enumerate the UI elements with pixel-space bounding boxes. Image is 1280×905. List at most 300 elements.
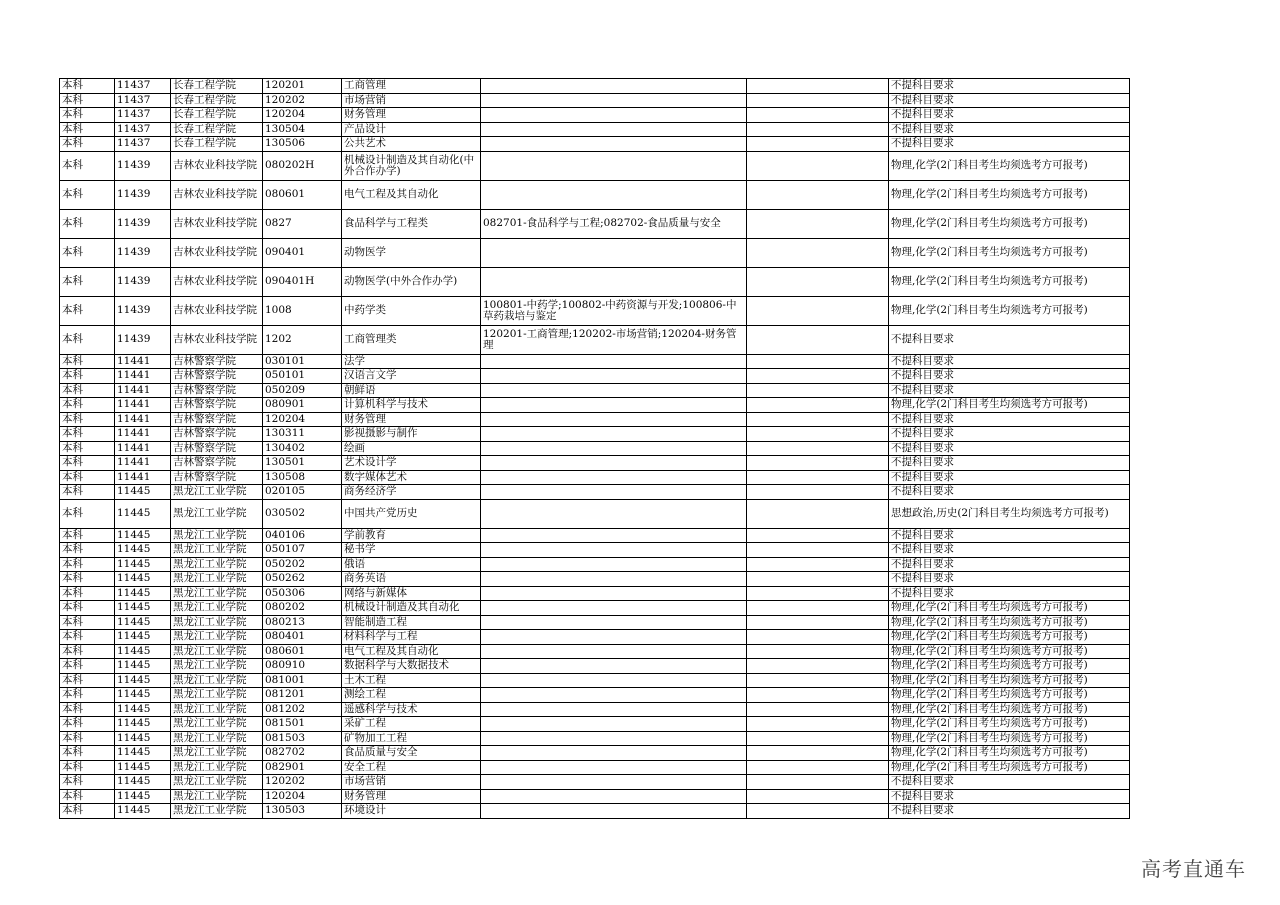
major-content-cell [481,543,747,558]
table-row [60,702,1130,717]
school-code-cell: 11445 [115,760,171,775]
major-content-cell [481,630,747,645]
level-cell: 本科 [60,804,115,819]
table-row [60,354,1130,369]
major-code-cell: 080401 [263,630,342,645]
major-content-cell [481,659,747,674]
subject-requirement-cell: 不提科目要求 [889,93,1130,108]
subject-requirement-cell: 不提科目要求 [889,79,1130,94]
major-content-cell [481,528,747,543]
school-code-cell: 11441 [115,456,171,471]
major-name-cell: 财务管理 [342,108,481,123]
subject-requirement-cell: 不提科目要求 [889,427,1130,442]
subject-requirement-cell: 不提科目要求 [889,470,1130,485]
level-cell: 本科 [60,760,115,775]
school-name-cell: 长春工程学院 [171,79,263,94]
subject-requirement-cell: 物理,化学(2门科目考生均须选考方可报考) [889,760,1130,775]
major-content-cell [481,644,747,659]
school-name-cell: 吉林农业科技学院 [171,296,263,325]
subject-requirement-cell: 不提科目要求 [889,137,1130,152]
table-row [60,775,1130,790]
subject-requirement-cell: 不提科目要求 [889,383,1130,398]
subject-requirement-cell: 物理,化学(2门科目考生均须选考方可报考) [889,601,1130,616]
school-code-cell: 11439 [115,296,171,325]
level-cell: 本科 [60,615,115,630]
remark-cell [747,369,889,384]
major-content-cell [481,586,747,601]
level-cell: 本科 [60,79,115,94]
table-row [60,557,1130,572]
major-name-cell: 网络与新媒体 [342,586,481,601]
school-code-cell: 11445 [115,789,171,804]
major-content-cell [481,151,747,180]
school-name-cell: 吉林警察学院 [171,369,263,384]
major-name-cell: 汉语言文学 [342,369,481,384]
level-cell: 本科 [60,325,115,354]
major-code-cell: 080202H [263,151,342,180]
major-content-cell [481,137,747,152]
major-code-cell: 130506 [263,137,342,152]
major-content-cell: 100801-中药学;100802-中药资源与开发;100806-中草药栽培与鉴定 [481,296,747,325]
major-content-cell [481,238,747,267]
school-code-cell: 11441 [115,383,171,398]
table-row [60,137,1130,152]
major-name-cell: 秘书学 [342,543,481,558]
school-name-cell: 黑龙江工业学院 [171,644,263,659]
remark-cell [747,325,889,354]
major-code-cell: 120201 [263,79,342,94]
major-content-cell [481,557,747,572]
major-name-cell: 公共艺术 [342,137,481,152]
major-name-cell: 电气工程及其自动化 [342,644,481,659]
level-cell: 本科 [60,267,115,296]
major-name-cell: 数据科学与大数据技术 [342,659,481,674]
school-code-cell: 11441 [115,470,171,485]
subject-requirement-cell: 物理,化学(2门科目考生均须选考方可报考) [889,688,1130,703]
level-cell: 本科 [60,441,115,456]
subject-requirement-cell: 不提科目要求 [889,412,1130,427]
level-cell: 本科 [60,702,115,717]
subject-requirement-cell: 不提科目要求 [889,122,1130,137]
major-code-cell: 120202 [263,93,342,108]
table-row [60,615,1130,630]
major-name-cell: 市场营销 [342,93,481,108]
school-code-cell: 11439 [115,238,171,267]
table-row [60,688,1130,703]
major-code-cell: 040106 [263,528,342,543]
major-name-cell: 中国共产党历史 [342,499,481,528]
table-row [60,456,1130,471]
level-cell: 本科 [60,369,115,384]
major-code-cell: 030502 [263,499,342,528]
remark-cell [747,688,889,703]
level-cell: 本科 [60,122,115,137]
school-code-cell: 11445 [115,804,171,819]
major-content-cell: 082701-食品科学与工程;082702-食品质量与安全 [481,209,747,238]
major-code-cell: 130402 [263,441,342,456]
table-row [60,325,1130,354]
subject-requirement-cell: 不提科目要求 [889,325,1130,354]
subject-requirement-cell: 物理,化学(2门科目考生均须选考方可报考) [889,398,1130,413]
level-cell: 本科 [60,499,115,528]
level-cell: 本科 [60,470,115,485]
major-code-cell: 120204 [263,412,342,427]
major-content-cell [481,731,747,746]
table-row [60,528,1130,543]
school-code-cell: 11439 [115,325,171,354]
major-name-cell: 学前教育 [342,528,481,543]
table-row [60,79,1130,94]
school-name-cell: 黑龙江工业学院 [171,601,263,616]
major-content-cell [481,369,747,384]
level-cell: 本科 [60,775,115,790]
level-cell: 本科 [60,673,115,688]
school-code-cell: 11445 [115,528,171,543]
remark-cell [747,93,889,108]
school-name-cell: 吉林警察学院 [171,412,263,427]
major-name-cell: 财务管理 [342,412,481,427]
major-code-cell: 050107 [263,543,342,558]
school-name-cell: 黑龙江工业学院 [171,485,263,500]
major-code-cell: 0827 [263,209,342,238]
major-code-cell: 081501 [263,717,342,732]
remark-cell [747,412,889,427]
major-name-cell: 安全工程 [342,760,481,775]
major-name-cell: 绘画 [342,441,481,456]
subject-requirement-cell: 物理,化学(2门科目考生均须选考方可报考) [889,644,1130,659]
school-code-cell: 11441 [115,369,171,384]
remark-cell [747,427,889,442]
remark-cell [747,804,889,819]
school-name-cell: 吉林农业科技学院 [171,325,263,354]
table-row [60,427,1130,442]
school-code-cell: 11445 [115,499,171,528]
school-code-cell: 11441 [115,412,171,427]
subject-requirement-cell: 不提科目要求 [889,354,1130,369]
major-code-cell: 050101 [263,369,342,384]
table-body [60,79,1130,819]
major-code-cell: 082702 [263,746,342,761]
level-cell: 本科 [60,456,115,471]
table-row [60,108,1130,123]
table-row [60,601,1130,616]
major-name-cell: 艺术设计学 [342,456,481,471]
remark-cell [747,296,889,325]
school-code-cell: 11445 [115,644,171,659]
school-name-cell: 黑龙江工业学院 [171,499,263,528]
table-row [60,659,1130,674]
school-name-cell: 吉林警察学院 [171,354,263,369]
subject-requirement-cell: 思想政治,历史(2门科目考生均须选考方可报考) [889,499,1130,528]
major-content-cell [481,746,747,761]
subject-requirement-cell: 物理,化学(2门科目考生均须选考方可报考) [889,615,1130,630]
subject-requirement-cell: 物理,化学(2门科目考生均须选考方可报考) [889,673,1130,688]
major-name-cell: 采矿工程 [342,717,481,732]
table-row [60,238,1130,267]
table-row [60,412,1130,427]
school-name-cell: 黑龙江工业学院 [171,528,263,543]
subject-requirement-cell: 物理,化学(2门科目考生均须选考方可报考) [889,267,1130,296]
school-name-cell: 吉林农业科技学院 [171,180,263,209]
major-content-cell [481,122,747,137]
level-cell: 本科 [60,601,115,616]
school-code-cell: 11439 [115,180,171,209]
school-code-cell: 11437 [115,79,171,94]
major-name-cell: 俄语 [342,557,481,572]
major-code-cell: 081201 [263,688,342,703]
subject-requirement-cell: 物理,化学(2门科目考生均须选考方可报考) [889,151,1130,180]
school-name-cell: 长春工程学院 [171,108,263,123]
major-content-cell [481,383,747,398]
level-cell: 本科 [60,586,115,601]
table-row [60,746,1130,761]
remark-cell [747,238,889,267]
major-code-cell: 081503 [263,731,342,746]
remark-cell [747,209,889,238]
remark-cell [747,572,889,587]
level-cell: 本科 [60,238,115,267]
school-name-cell: 黑龙江工业学院 [171,688,263,703]
level-cell: 本科 [60,543,115,558]
major-code-cell: 081001 [263,673,342,688]
major-content-cell [481,180,747,209]
school-name-cell: 黑龙江工业学院 [171,572,263,587]
remark-cell [747,180,889,209]
major-name-cell: 市场营销 [342,775,481,790]
school-name-cell: 黑龙江工业学院 [171,630,263,645]
school-name-cell: 吉林警察学院 [171,383,263,398]
level-cell: 本科 [60,427,115,442]
school-name-cell: 黑龙江工业学院 [171,659,263,674]
school-name-cell: 吉林警察学院 [171,456,263,471]
level-cell: 本科 [60,630,115,645]
school-code-cell: 11437 [115,122,171,137]
level-cell: 本科 [60,137,115,152]
table-row [60,804,1130,819]
major-content-cell [481,398,747,413]
school-code-cell: 11445 [115,615,171,630]
remark-cell [747,456,889,471]
remark-cell [747,398,889,413]
remark-cell [747,151,889,180]
school-name-cell: 长春工程学院 [171,137,263,152]
major-content-cell [481,427,747,442]
school-name-cell: 长春工程学院 [171,122,263,137]
school-code-cell: 11445 [115,717,171,732]
major-name-cell: 工商管理 [342,79,481,94]
table-row [60,369,1130,384]
table-row [60,383,1130,398]
remark-cell [747,122,889,137]
subject-requirement-cell: 物理,化学(2门科目考生均须选考方可报考) [889,702,1130,717]
level-cell: 本科 [60,180,115,209]
major-name-cell: 产品设计 [342,122,481,137]
school-name-cell: 黑龙江工业学院 [171,731,263,746]
school-code-cell: 11445 [115,557,171,572]
remark-cell [747,644,889,659]
remark-cell [747,630,889,645]
remark-cell [747,601,889,616]
major-name-cell: 计算机科学与技术 [342,398,481,413]
subject-requirement-cell: 物理,化学(2门科目考生均须选考方可报考) [889,180,1130,209]
major-content-cell [481,412,747,427]
school-code-cell: 11445 [115,601,171,616]
school-code-cell: 11445 [115,746,171,761]
remark-cell [747,731,889,746]
subject-requirement-cell: 不提科目要求 [889,369,1130,384]
major-code-cell: 050262 [263,572,342,587]
major-content-cell [481,804,747,819]
major-code-cell: 080601 [263,644,342,659]
subject-requirement-cell: 不提科目要求 [889,557,1130,572]
remark-cell [747,441,889,456]
subject-requirement-cell: 物理,化学(2门科目考生均须选考方可报考) [889,659,1130,674]
major-code-cell: 050209 [263,383,342,398]
subject-requirement-cell: 不提科目要求 [889,456,1130,471]
major-content-cell [481,108,747,123]
subject-requirement-cell: 物理,化学(2门科目考生均须选考方可报考) [889,630,1130,645]
subject-requirement-cell: 物理,化学(2门科目考生均须选考方可报考) [889,238,1130,267]
major-name-cell: 食品科学与工程类 [342,209,481,238]
subject-requirement-cell: 物理,化学(2门科目考生均须选考方可报考) [889,746,1130,761]
level-cell: 本科 [60,383,115,398]
major-content-cell [481,470,747,485]
remark-cell [747,267,889,296]
remark-cell [747,137,889,152]
school-code-cell: 11441 [115,354,171,369]
major-name-cell: 土木工程 [342,673,481,688]
table-row [60,180,1130,209]
subject-requirement-cell: 不提科目要求 [889,572,1130,587]
remark-cell [747,673,889,688]
table-row [60,296,1130,325]
school-code-cell: 11439 [115,151,171,180]
table-row [60,572,1130,587]
major-name-cell: 遥感科学与技术 [342,702,481,717]
subject-requirement-cell: 不提科目要求 [889,528,1130,543]
major-name-cell: 食品质量与安全 [342,746,481,761]
table-row [60,470,1130,485]
school-name-cell: 黑龙江工业学院 [171,543,263,558]
subject-requirement-cell: 物理,化学(2门科目考生均须选考方可报考) [889,296,1130,325]
major-name-cell: 机械设计制造及其自动化(中外合作办学) [342,151,481,180]
major-name-cell: 机械设计制造及其自动化 [342,601,481,616]
major-name-cell: 数字媒体艺术 [342,470,481,485]
school-code-cell: 11437 [115,137,171,152]
watermark-text: 高考直通车 [1141,857,1246,881]
subject-requirement-cell: 不提科目要求 [889,586,1130,601]
table-row [60,441,1130,456]
school-code-cell: 11445 [115,702,171,717]
remark-cell [747,79,889,94]
school-name-cell: 吉林警察学院 [171,441,263,456]
subject-requirement-cell: 不提科目要求 [889,485,1130,500]
table-row [60,398,1130,413]
school-code-cell: 11445 [115,586,171,601]
remark-cell [747,557,889,572]
remark-cell [747,760,889,775]
major-code-cell: 082901 [263,760,342,775]
major-code-cell: 080601 [263,180,342,209]
major-code-cell: 1008 [263,296,342,325]
table-row [60,789,1130,804]
major-name-cell: 法学 [342,354,481,369]
level-cell: 本科 [60,412,115,427]
major-name-cell: 中药学类 [342,296,481,325]
school-name-cell: 黑龙江工业学院 [171,673,263,688]
school-code-cell: 11437 [115,108,171,123]
major-content-cell [481,572,747,587]
major-content-cell [481,354,747,369]
remark-cell [747,499,889,528]
major-name-cell: 材料科学与工程 [342,630,481,645]
school-name-cell: 吉林警察学院 [171,398,263,413]
major-name-cell: 电气工程及其自动化 [342,180,481,209]
level-cell: 本科 [60,485,115,500]
level-cell: 本科 [60,731,115,746]
major-name-cell: 商务英语 [342,572,481,587]
remark-cell [747,586,889,601]
school-code-cell: 11445 [115,659,171,674]
school-name-cell: 吉林农业科技学院 [171,209,263,238]
major-code-cell: 120204 [263,108,342,123]
remark-cell [747,470,889,485]
school-name-cell: 黑龙江工业学院 [171,789,263,804]
major-code-cell: 030101 [263,354,342,369]
school-name-cell: 吉林警察学院 [171,470,263,485]
major-content-cell [481,485,747,500]
major-name-cell: 朝鲜语 [342,383,481,398]
school-name-cell: 黑龙江工业学院 [171,586,263,601]
major-content-cell [481,775,747,790]
remark-cell [747,659,889,674]
major-code-cell: 020105 [263,485,342,500]
major-name-cell: 财务管理 [342,789,481,804]
subject-requirement-cell: 不提科目要求 [889,441,1130,456]
major-name-cell: 影视摄影与制作 [342,427,481,442]
table-row [60,122,1130,137]
major-name-cell: 动物医学 [342,238,481,267]
subject-requirement-cell: 物理,化学(2门科目考生均须选考方可报考) [889,731,1130,746]
school-code-cell: 11445 [115,543,171,558]
major-code-cell: 130508 [263,470,342,485]
major-code-cell: 050306 [263,586,342,601]
major-code-cell: 1202 [263,325,342,354]
school-name-cell: 吉林农业科技学院 [171,238,263,267]
level-cell: 本科 [60,93,115,108]
table-row [60,760,1130,775]
level-cell: 本科 [60,572,115,587]
major-name-cell: 商务经济学 [342,485,481,500]
school-code-cell: 11445 [115,731,171,746]
table-row [60,151,1130,180]
school-code-cell: 11445 [115,485,171,500]
table-row [60,499,1130,528]
subject-requirement-cell: 不提科目要求 [889,775,1130,790]
major-code-cell: 130503 [263,804,342,819]
level-cell: 本科 [60,717,115,732]
major-name-cell: 矿物加工工程 [342,731,481,746]
level-cell: 本科 [60,659,115,674]
major-content-cell [481,717,747,732]
level-cell: 本科 [60,528,115,543]
major-code-cell: 130504 [263,122,342,137]
major-content-cell [481,601,747,616]
school-name-cell: 吉林农业科技学院 [171,151,263,180]
table-row [60,586,1130,601]
remark-cell [747,354,889,369]
admission-requirements-table [59,78,1130,819]
